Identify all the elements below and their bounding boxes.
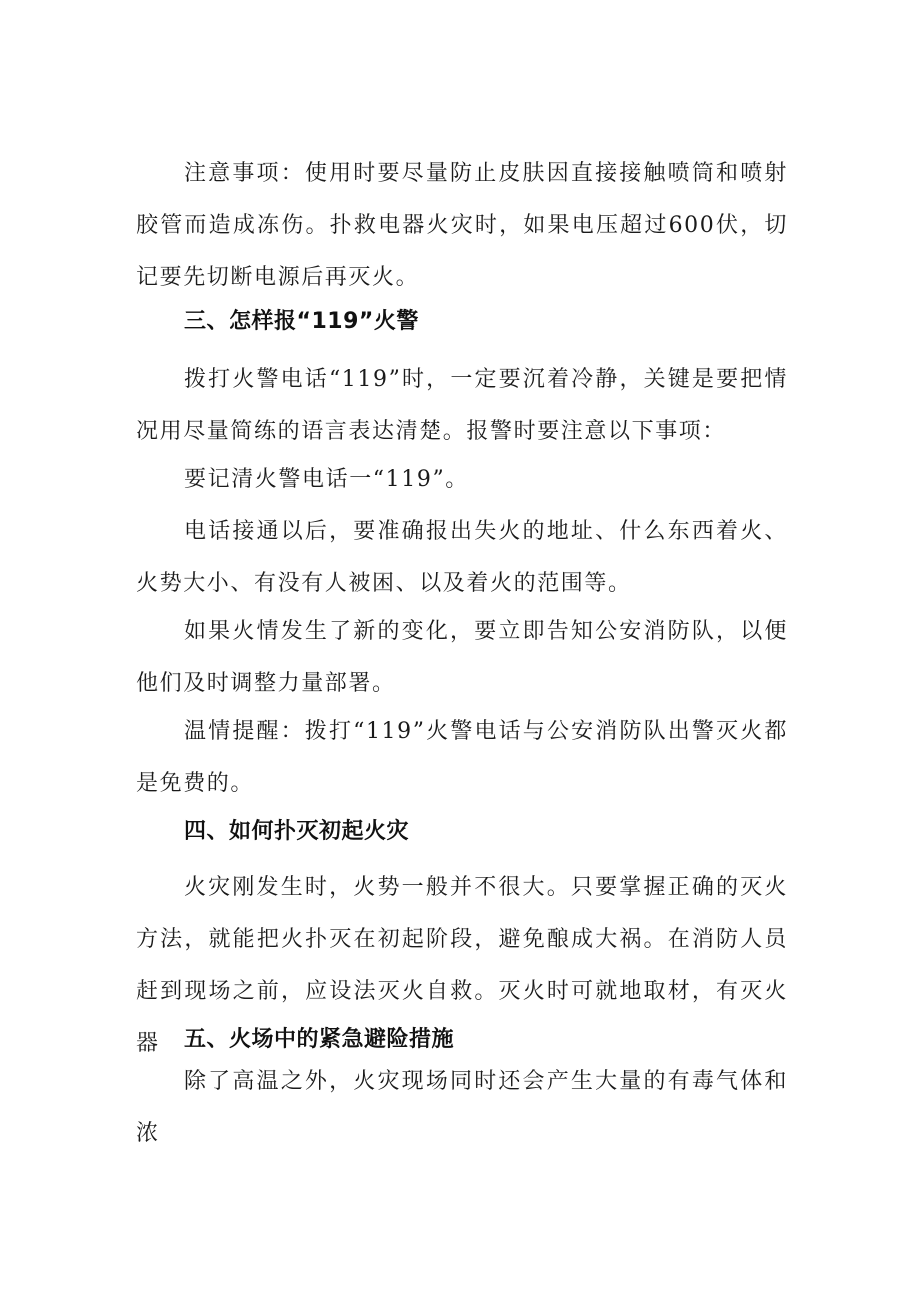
paragraph-reminder: 温情提醒：拨打“119”火警电话与公安消防队出警灭火都是免费的。 [136, 719, 788, 796]
heading-section-5: 五、火场中的紧急避险措施 [184, 1027, 455, 1052]
paragraph-remember-number: 要记清火警电话一“119”。 [184, 467, 469, 492]
paragraph-notice: 注意事项：使用时要尽量防止皮肤因直接接触喷筒和喷射胶管而造成冻伤。扑救电器火灾时，如果电压超过600伏，切记要先切断电源后再灭火。 [136, 161, 788, 290]
paragraph-if-change: 如果火情发生了新的变化，要立即告知公安消防队，以便他们及时调整力量部署。 [136, 619, 788, 696]
paragraph-after-connect: 电话接通以后，要准确报出失火的地址、什么东西着火、火势大小、有没有人被困、以及着火的范围等。 [136, 519, 788, 596]
paragraph-initial-fire: 火灾刚发生时，火势一般并不很大。只要掌握正确的灭火方法，就能把火扑灭在初起阶段，避免酿成大祸。在消防人员赶到现场之前，应设法灭火自救。灭火时可就地取材，有灭火器 [136, 875, 788, 1056]
heading-section-4: 四、如何扑灭初起火灾 [184, 819, 410, 844]
paragraph-report-intro: 拨打火警电话“119”时，一定要沉着冷静，关键是要把情况用尽量简练的语言表达清楚。报警时要注意以下事项： [136, 367, 788, 444]
paragraph-escape: 除了高温之外，火灾现场同时还会产生大量的有毒气体和浓 [136, 1069, 788, 1146]
heading-section-3: 三、怎样报“119”火警 [184, 309, 419, 334]
